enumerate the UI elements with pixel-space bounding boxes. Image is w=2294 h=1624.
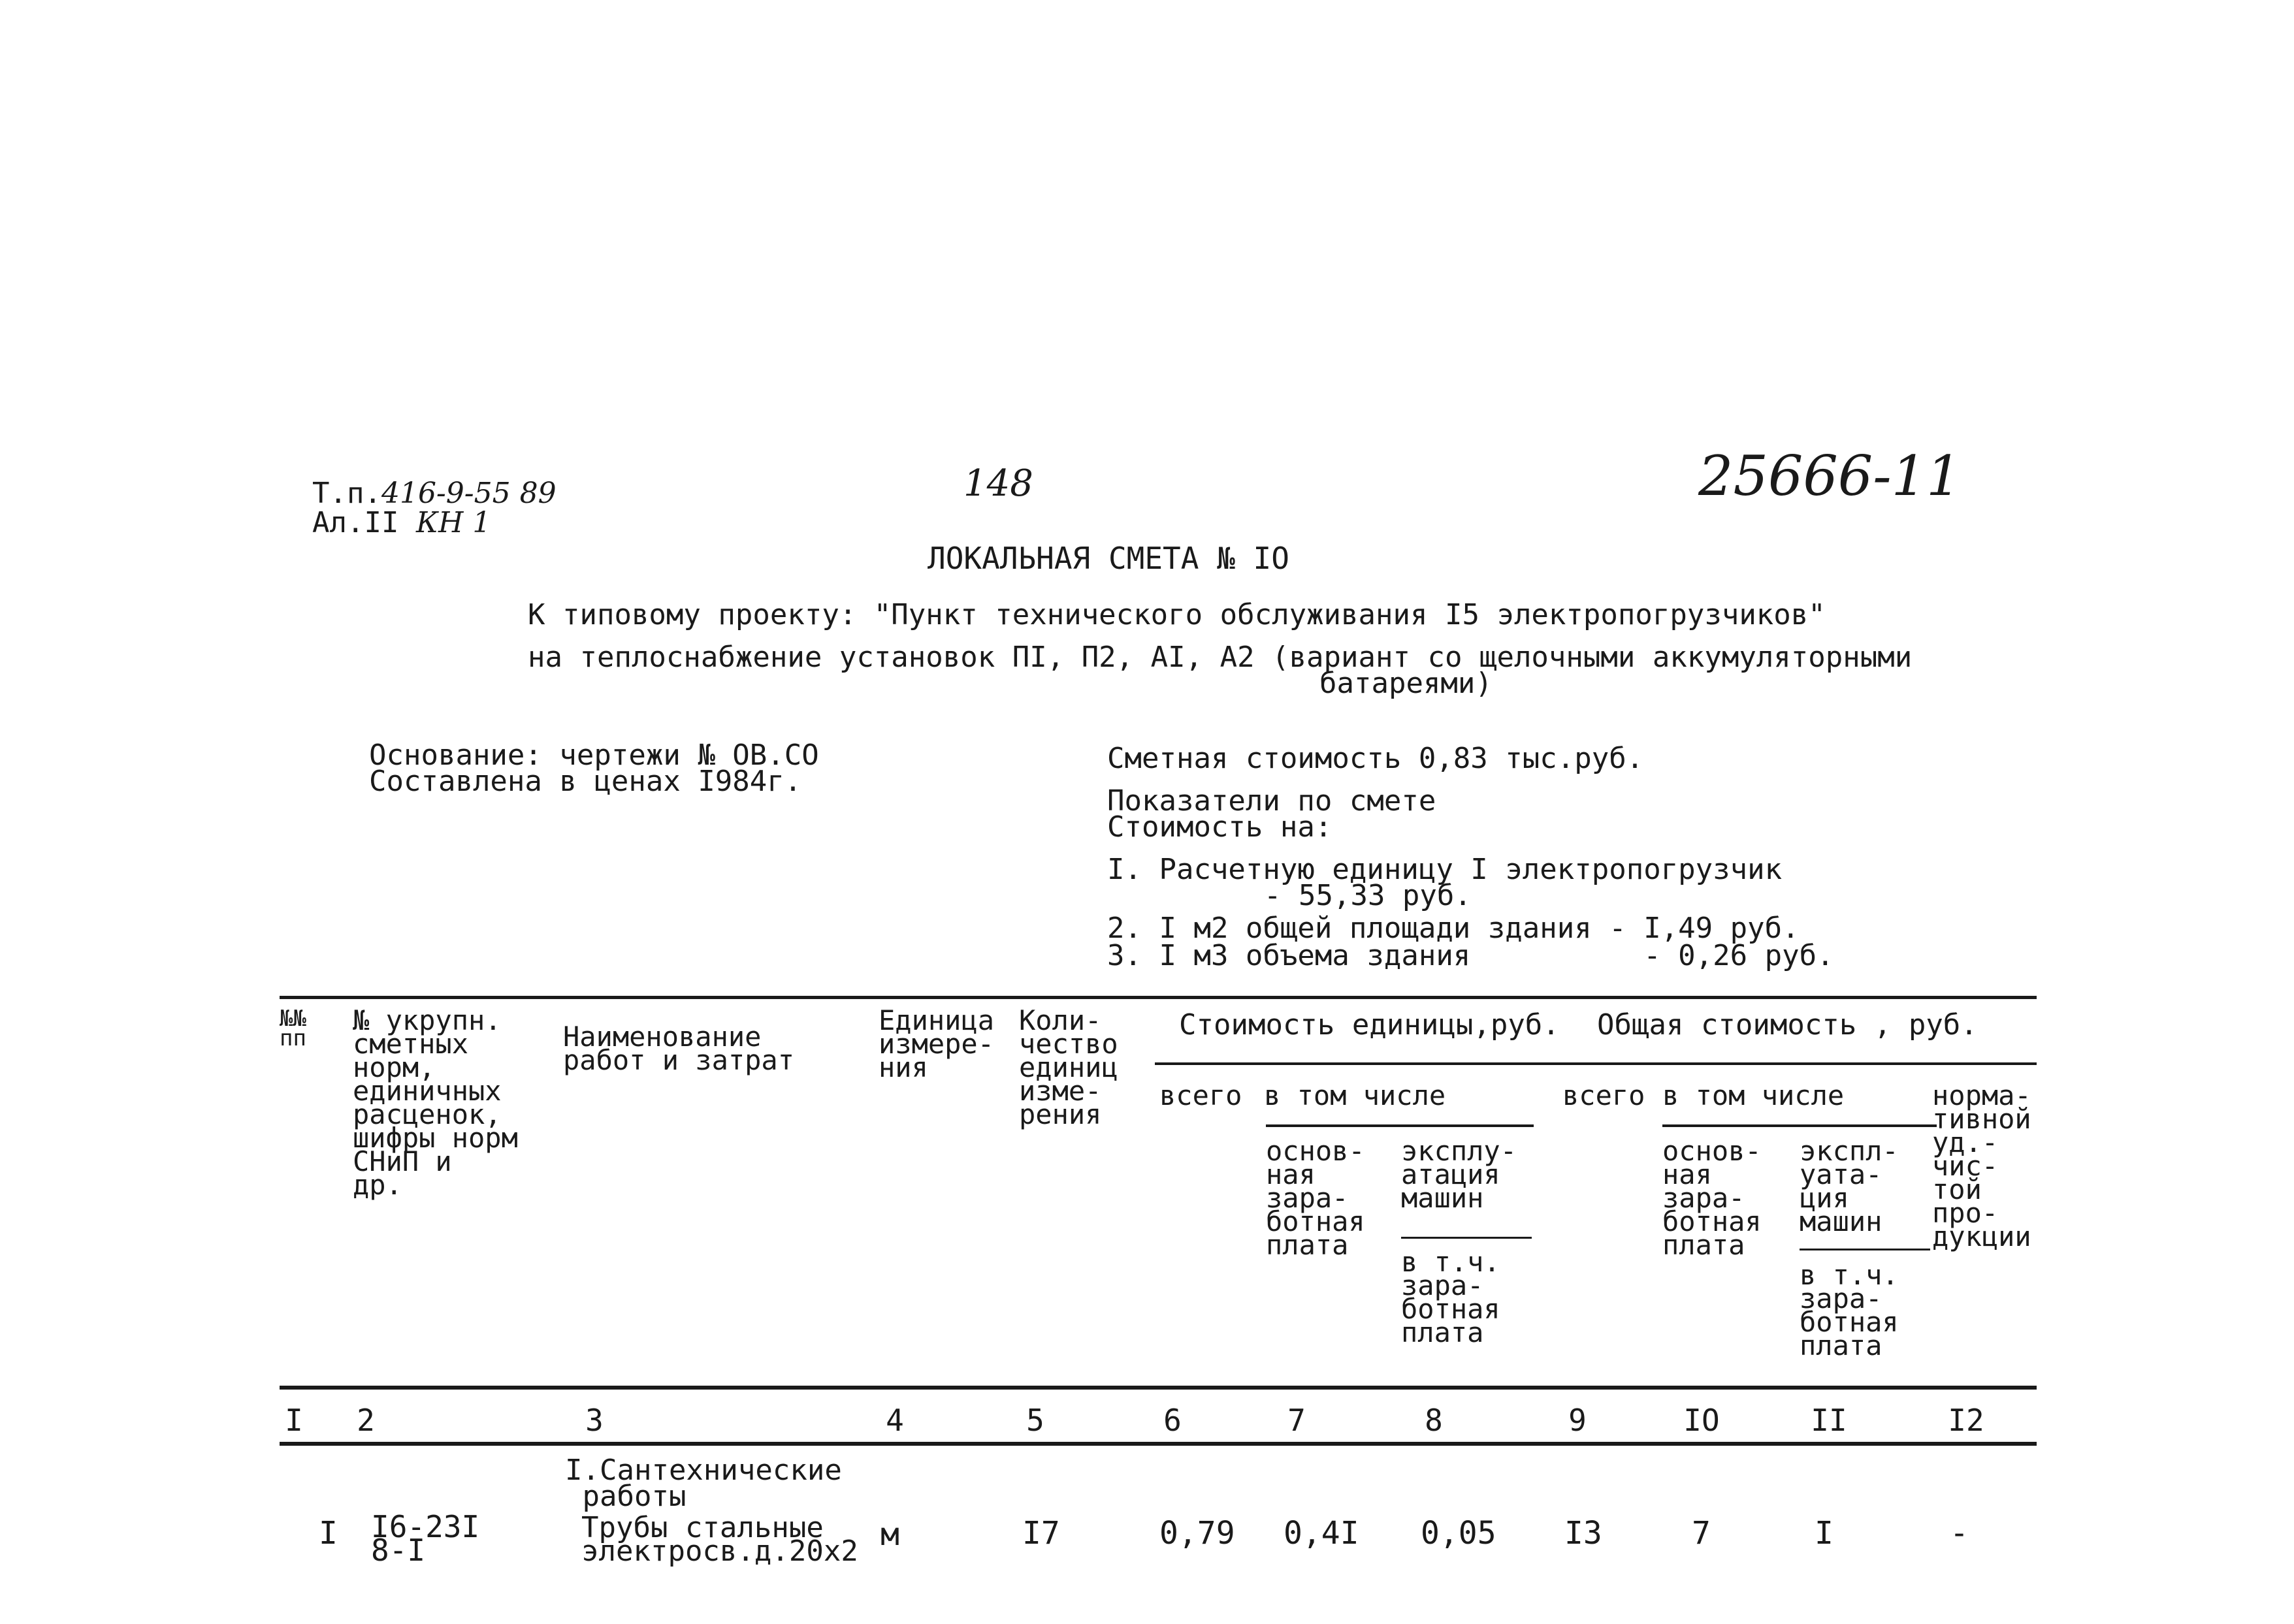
row-normative-output: - — [1950, 1515, 1969, 1552]
indicator-item-1: I. Расчетную единицу I электропогрузчик — [1107, 853, 1783, 886]
basis-line1: Основание: чертежи № ОВ.СО — [369, 739, 819, 772]
header-work-name: Наименование работ и затрат — [563, 1021, 795, 1076]
cost-per-heading: Стоимость на: — [1107, 810, 1333, 844]
column-number-1: I — [285, 1403, 303, 1438]
header-unit-cost-group: Стоимость единицы,руб. — [1179, 1008, 1560, 1042]
row-quantity: I7 — [1022, 1515, 1060, 1552]
column-number-11: II — [1811, 1403, 1847, 1438]
column-number-7: 7 — [1287, 1403, 1306, 1438]
page-title: ЛОКАЛЬНАЯ СМЕТА № IO — [928, 541, 1289, 576]
page-number: 148 — [963, 462, 1033, 505]
header-unit-machine-wage: в т.ч. зара- ботная плата — [1401, 1246, 1500, 1348]
header-quantity: Коли- чество единиц изме- рения — [1019, 1004, 1118, 1130]
al-prefix: Ал.II — [312, 506, 399, 539]
subtitle-line1: К типовому проекту: "Пункт технического обслуживания I5 электропогрузчиков" — [528, 598, 1826, 631]
subtitle-line3: батареями) — [1319, 667, 1493, 700]
row-unit-base-wage: 0,4I — [1284, 1515, 1359, 1552]
subtitle-line2: на теплоснабжение установок ПI, П2, AI, A2 (вариант со щелочными аккумуляторными — [528, 641, 1913, 674]
indicators-heading: Показатели по смете — [1107, 784, 1436, 818]
row-unit: м — [880, 1516, 899, 1553]
row-norm-code: I6-23I 8-I — [371, 1509, 480, 1568]
cost-group-rule — [1155, 1062, 2037, 1065]
header-unit-including: в том числе — [1264, 1079, 1446, 1111]
total-split-rule — [1662, 1124, 1937, 1127]
indicator-item-2: 2. I м2 общей площади здания - I,49 руб. — [1107, 912, 1800, 945]
column-number-3: 3 — [585, 1403, 604, 1438]
header-unit-base-wage: основ- ная зара- ботная плата — [1266, 1135, 1365, 1261]
numbers-bottom-rule — [280, 1442, 2037, 1446]
column-number-4: 4 — [886, 1403, 904, 1438]
indicator-item-3: 3. I м3 объема здания - 0,26 руб. — [1107, 939, 1834, 972]
column-number-9: 9 — [1568, 1403, 1587, 1438]
unit-split-rule — [1266, 1124, 1534, 1127]
unit-ekspl-rule — [1401, 1237, 1532, 1239]
column-number-5: 5 — [1026, 1403, 1044, 1438]
estimated-cost: Сметная стоимость 0,83 тыс.руб. — [1107, 742, 1644, 775]
header-row-number: №№ пп — [280, 1006, 306, 1051]
column-number-8: 8 — [1425, 1403, 1443, 1438]
al-label — [278, 480, 491, 537]
header-total-machine-wage: в т.ч. зара- ботная плата — [1800, 1259, 1899, 1361]
total-ekspl-rule — [1800, 1249, 1930, 1250]
header-total-base-wage: основ- ная зара- ботная плата — [1662, 1135, 1762, 1261]
header-bottom-rule — [280, 1386, 2037, 1390]
column-number-12: I2 — [1948, 1403, 1984, 1438]
table-top-rule — [280, 996, 2037, 999]
header-total-total: всего — [1562, 1079, 1645, 1111]
header-total-machine-ops: экспл- уата- ция машин — [1800, 1135, 1899, 1237]
tp-prefix: Т.п. — [312, 477, 381, 510]
section-heading: I.Сантехнические работы — [565, 1454, 842, 1513]
row-work-name: Трубы стальные электросв.д.20х2 — [581, 1511, 858, 1568]
column-number-6: 6 — [1163, 1403, 1182, 1438]
row-number: I — [319, 1515, 338, 1552]
row-total-base-wage: 7 — [1692, 1515, 1711, 1552]
column-number-10: IO — [1683, 1403, 1720, 1438]
document-code: 25666-11 — [1698, 444, 1962, 508]
basis-line2: Составлена в ценах I984г. — [369, 765, 802, 798]
header-unit-total: всего — [1159, 1079, 1242, 1111]
header-total-cost-group: Общая стоимость , руб. — [1597, 1008, 1978, 1042]
row-total-total: I3 — [1564, 1515, 1602, 1552]
header-norm-code: № укрупн. сметных норм, единичных расценок, шифры норм СНиП и др. — [353, 1004, 518, 1201]
row-unit-total: 0,79 — [1159, 1515, 1235, 1552]
tp-number: 416-9-55 89 — [381, 477, 557, 510]
al-hand: КН 1 — [415, 506, 491, 539]
indicator-item-1-value: - 55,33 руб. — [1264, 879, 1472, 912]
row-unit-machine-ops: 0,05 — [1421, 1515, 1496, 1552]
header-normative-output: норма- тивной уд.- чис- той про- дукции — [1932, 1079, 2031, 1252]
row-total-machine-ops: I — [1815, 1515, 1834, 1552]
header-unit: Единица измере- ния — [879, 1004, 995, 1083]
header-unit-machine-ops: эксплу- атация машин — [1401, 1135, 1517, 1214]
header-total-including: в том числе — [1662, 1079, 1845, 1111]
column-number-2: 2 — [357, 1403, 375, 1438]
